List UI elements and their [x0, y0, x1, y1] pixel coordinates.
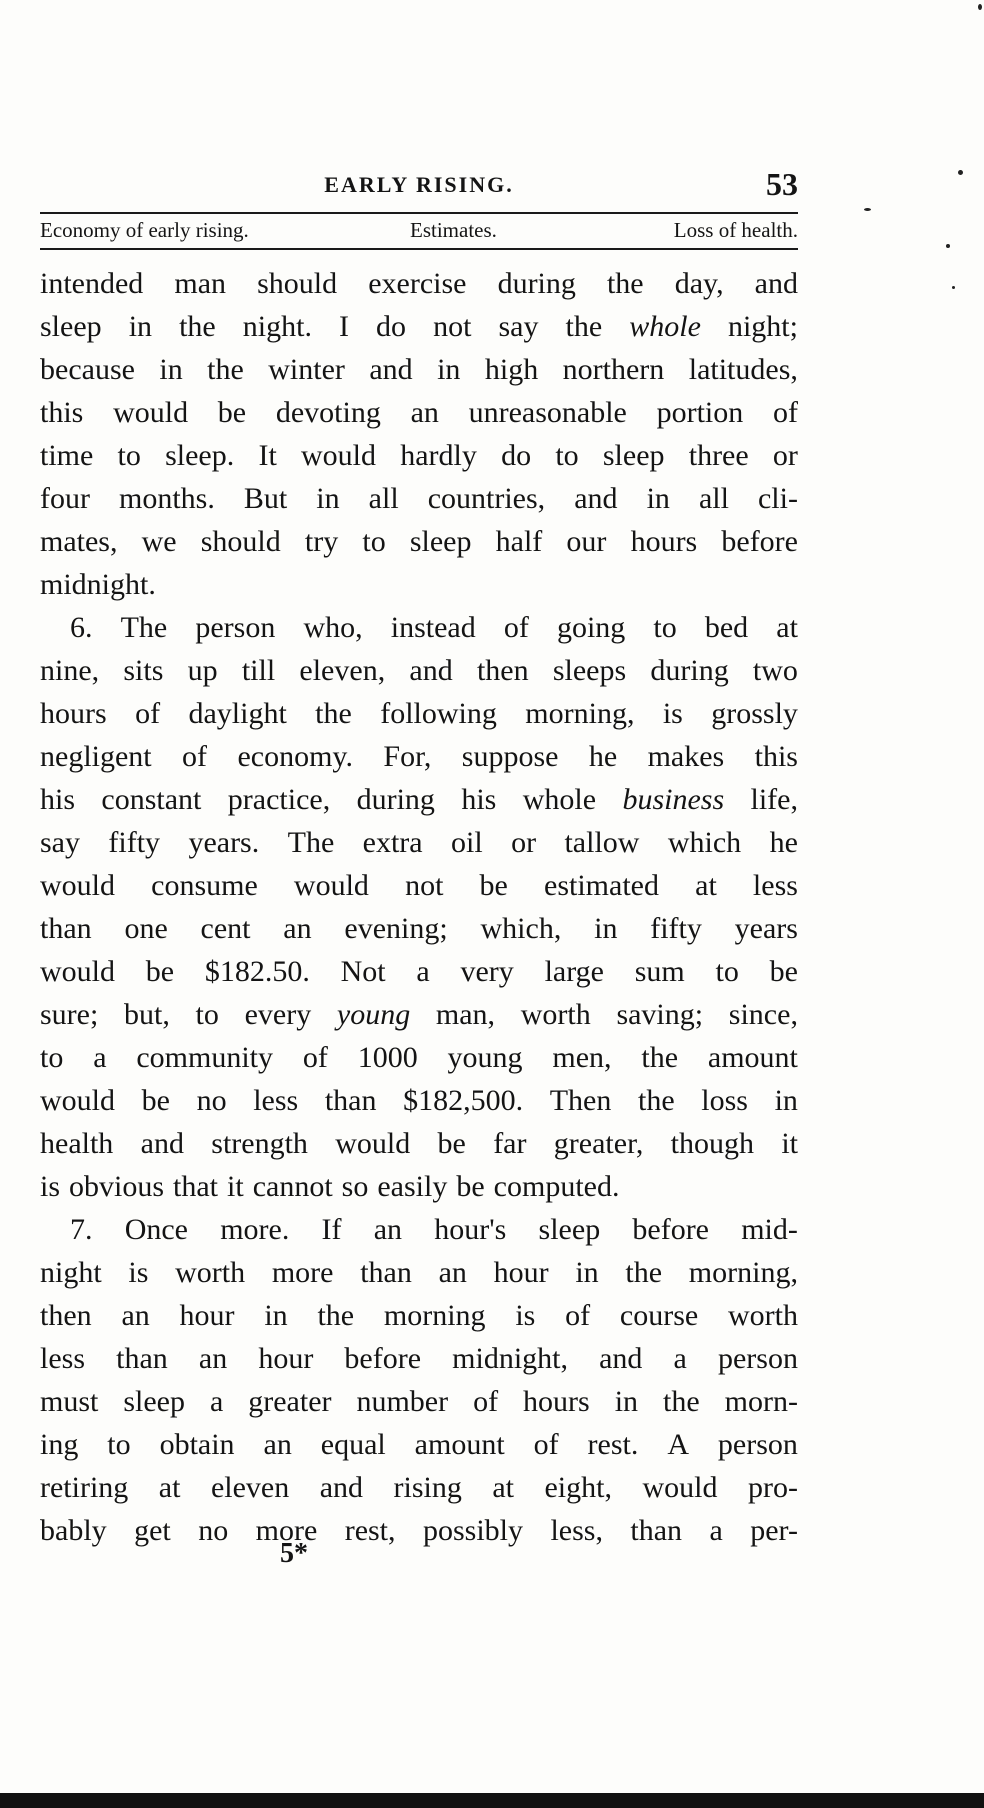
text-line: because in the winter and in high northern latitudes,	[40, 353, 798, 386]
running-title: EARLY RISING.	[324, 172, 514, 197]
text-line: 7. Once more. If an hour's sleep before mid-	[70, 1213, 798, 1246]
header-rule-top	[40, 212, 798, 214]
signature-mark: 5*	[280, 1538, 308, 1569]
text-line: must sleep a greater number of hours in the morn-	[40, 1385, 798, 1418]
subhead-estimates: Estimates.	[410, 218, 497, 242]
text-line: sleep in the night. I do not say the whole night;	[40, 310, 798, 343]
text-line: would consume would not be estimated at less	[40, 869, 798, 902]
text-line: nine, sits up till eleven, and then sleeps during two	[40, 654, 798, 687]
text-line: negligent of economy. For, suppose he makes this	[40, 740, 798, 773]
subhead-loss-of-health: Loss of health.	[673, 218, 798, 242]
text-line: mates, we should try to sleep half our hours before	[40, 525, 798, 558]
scan-speck	[864, 208, 871, 211]
text-line: say fifty years. The extra oil or tallow which he	[40, 826, 798, 859]
running-head	[40, 166, 798, 206]
text-line: intended man should exercise during the day, and	[40, 267, 798, 300]
text-line: then an hour in the morning is of course worth	[40, 1299, 798, 1332]
scan-speck	[952, 286, 955, 289]
text-line: his constant practice, during his whole business life,	[40, 783, 798, 816]
scan-speck	[946, 244, 950, 248]
page-number: 53	[766, 166, 798, 202]
body-text	[40, 262, 798, 1552]
text-line: retiring at eleven and rising at eight, would pro-	[40, 1471, 798, 1504]
text-line: health and strength would be far greater, though it	[40, 1127, 798, 1160]
scan-speck	[978, 4, 982, 10]
text-line: would be no less than $182,500. Then the loss in	[40, 1084, 798, 1117]
text-line: to a community of 1000 young men, the amount	[40, 1041, 798, 1074]
text-line: hours of daylight the following morning, is grossly	[40, 697, 798, 730]
text-line: time to sleep. It would hardly do to sleep three or	[40, 439, 798, 472]
text-line: midnight.	[40, 568, 156, 601]
text-line: bably get no more rest, possibly less, than a per-	[40, 1514, 798, 1547]
text-line: 6. The person who, instead of going to bed at	[70, 611, 798, 644]
text-line: sure; but, to every young man, worth saving; since,	[40, 998, 798, 1031]
scan-edge	[0, 1793, 984, 1808]
text-line: night is worth more than an hour in the morning,	[40, 1256, 798, 1289]
text-line: than one cent an evening; which, in fifty years	[40, 912, 798, 945]
text-line: this would be devoting an unreasonable portion of	[40, 396, 798, 429]
text-line: is obvious that it cannot so easily be computed.	[40, 1170, 620, 1203]
text-line: four months. But in all countries, and in all cli-	[40, 482, 798, 515]
marginal-subheads	[40, 218, 798, 248]
text-line: less than an hour before midnight, and a person	[40, 1342, 798, 1375]
subhead-economy: Economy of early rising.	[40, 218, 249, 242]
scan-speck	[958, 170, 963, 175]
header-rule-bottom	[40, 248, 798, 250]
text-line: ing to obtain an equal amount of rest. A person	[40, 1428, 798, 1461]
text-line: would be $182.50. Not a very large sum to be	[40, 955, 798, 988]
